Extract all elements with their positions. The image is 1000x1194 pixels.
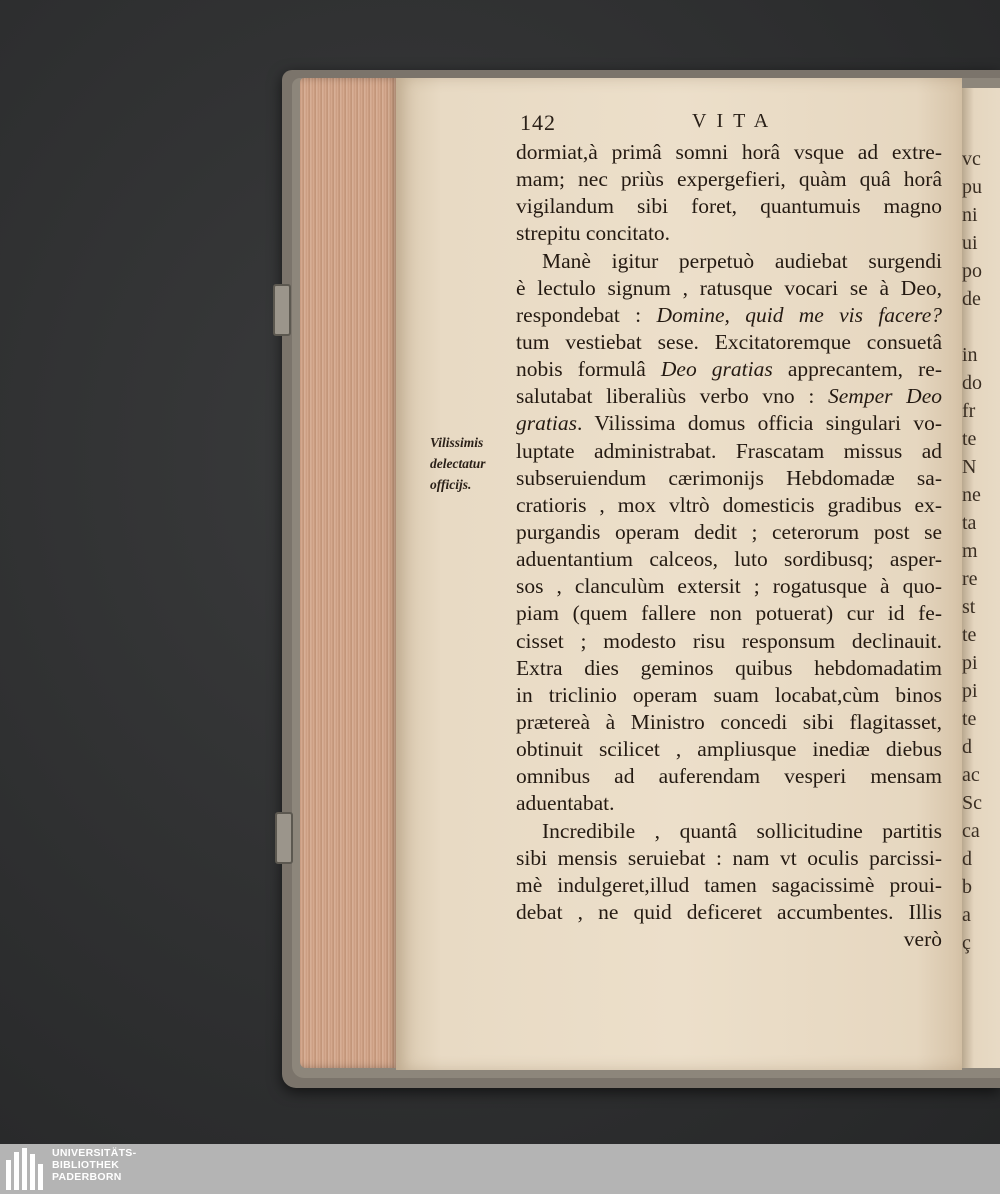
facing-fragment: in bbox=[962, 344, 978, 366]
facing-fragment: d bbox=[962, 736, 972, 758]
facing-fragment: st bbox=[962, 596, 976, 618]
page-edges bbox=[300, 78, 400, 1068]
marginal-note-line: officijs. bbox=[430, 477, 472, 492]
logo-line: UNIVERSITÄTS- bbox=[52, 1147, 137, 1159]
library-footer-bar bbox=[0, 1144, 1000, 1194]
italic-phrase: gratias bbox=[516, 411, 577, 436]
text-line: tum vestiebat sese. Excitatoremque consuetâ bbox=[516, 329, 942, 354]
text-line: dormiat,à primâ somni horâ vsque ad extre- bbox=[516, 140, 942, 164]
facing-fragment: po bbox=[962, 260, 982, 282]
facing-fragment: te bbox=[962, 624, 977, 646]
marginal-note-line: Vilissimis bbox=[430, 435, 484, 450]
text-line: gratias. Vilissima domus officia singulari vo- bbox=[516, 411, 942, 436]
facing-fragment: fr bbox=[962, 400, 976, 422]
text-line: obtinuit scilicet , ampliusque inediæ diebus bbox=[516, 737, 942, 762]
text-line: prætereà à Ministro concedi sibi flagitasset, bbox=[516, 709, 942, 734]
marginal-note bbox=[430, 432, 486, 495]
facing-fragment: ui bbox=[962, 232, 978, 254]
text-line: sos , clanculùm extersit ; rogatusque à quo- bbox=[516, 574, 942, 599]
text-line: nobis formulâ Deo gratias apprecantem, re- bbox=[516, 357, 943, 382]
text-line: Manè igitur perpetuò audiebat surgendi bbox=[542, 248, 942, 273]
body-text bbox=[516, 139, 942, 953]
text-line: salutabat liberaliùs verbo vno : Semper Deo bbox=[516, 384, 942, 409]
text-line: in triclinio operam suam locabat,cùm binos bbox=[516, 682, 942, 707]
text-line: cratioris , mox vltrò domesticis gradibus ex- bbox=[516, 492, 942, 517]
text-line: piam (quem fallere non potuerat) cur id fe- bbox=[516, 601, 942, 626]
text-line: luptate administrabat. Frascatam missus ad bbox=[516, 438, 942, 463]
text-line: debat , ne quid deficeret accumbentes. Illis bbox=[516, 899, 942, 924]
catchword: verò bbox=[903, 927, 942, 952]
text-line: sibi mensis seruiebat : nam vt oculis parcissi- bbox=[516, 845, 942, 870]
book-clasp-bottom bbox=[275, 812, 293, 864]
facing-fragment: d bbox=[962, 848, 972, 870]
facing-fragment: ta bbox=[962, 512, 977, 534]
facing-fragment: re bbox=[962, 568, 978, 590]
facing-fragment: b bbox=[962, 876, 972, 898]
text-line: vigilandum sibi foret, quantumuis magno bbox=[516, 194, 942, 219]
text-line: aduentantium calceos, luto sordibusq; asper- bbox=[516, 547, 942, 572]
facing-fragment: pi bbox=[962, 652, 978, 674]
facing-fragment: pu bbox=[962, 176, 982, 198]
facing-fragment: vc bbox=[962, 148, 981, 170]
facing-fragment: do bbox=[962, 372, 982, 394]
page-number: 142 bbox=[520, 110, 556, 135]
italic-phrase: Deo gratias bbox=[660, 357, 773, 382]
marginal-note-line: delectatur bbox=[430, 456, 486, 471]
facing-fragment: ni bbox=[962, 204, 978, 226]
logo-line: PADERBORN bbox=[52, 1171, 122, 1183]
facing-fragment: ne bbox=[962, 484, 981, 506]
library-logo-icon bbox=[6, 1148, 48, 1190]
facing-fragment: N bbox=[962, 456, 977, 478]
text-line: purgandis operam dedit ; ceterorum post se bbox=[516, 519, 942, 544]
italic-phrase: Semper Deo bbox=[828, 384, 942, 409]
book-clasp-top bbox=[273, 284, 291, 336]
text-line: respondebat : Domine, quid me vis facere? bbox=[516, 302, 943, 327]
text-line: mam; nec priùs expergefieri, quàm quâ horâ bbox=[516, 167, 942, 192]
facing-fragment: ac bbox=[962, 764, 980, 786]
facing-fragment: Sc bbox=[962, 792, 982, 814]
text-line: aduentabat. bbox=[516, 791, 615, 816]
facing-page-fragment bbox=[962, 88, 1000, 1068]
facing-fragment: ç bbox=[962, 932, 971, 954]
text-line: omnibus ad auferendam vesperi mensam bbox=[516, 764, 942, 789]
text-line: subseruiendum cærimonijs Hebdomadæ sa- bbox=[516, 465, 942, 490]
text-line: strepitu concitato. bbox=[516, 221, 671, 246]
italic-phrase: Domine, quid me vis facere? bbox=[656, 302, 943, 327]
logo-line: BIBLIOTHEK bbox=[52, 1159, 120, 1171]
text-line: Extra dies geminos quibus hebdomadatim bbox=[516, 655, 942, 680]
facing-fragment: ca bbox=[962, 820, 980, 842]
text-line: mè indulgeret,illud tamen sagacissimè proui- bbox=[516, 872, 942, 897]
facing-fragment: te bbox=[962, 428, 977, 450]
running-title: VITA bbox=[692, 110, 779, 132]
facing-fragment: a bbox=[962, 904, 971, 926]
text-line: è lectulo signum , ratusque vocari se à Deo, bbox=[516, 275, 942, 300]
text-line: cisset ; modesto risu responsum declinauit. bbox=[516, 628, 942, 653]
library-logo-text bbox=[52, 1147, 136, 1183]
facing-fragment: te bbox=[962, 708, 977, 730]
text-line: Incredibile , quantâ sollicitudine partitis bbox=[542, 818, 942, 843]
facing-fragment: m bbox=[962, 540, 978, 562]
facing-fragment: de bbox=[962, 288, 981, 310]
facing-fragment: pi bbox=[962, 680, 978, 702]
